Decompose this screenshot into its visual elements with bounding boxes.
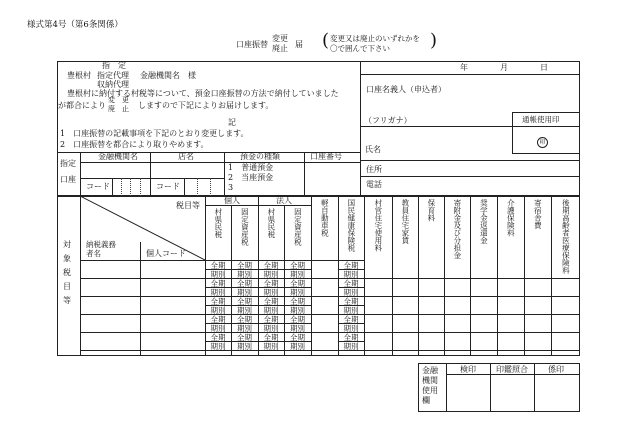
date-month: 月 bbox=[500, 63, 508, 72]
taxpayer-label: 納税義務者名 bbox=[86, 240, 116, 258]
period-line1: 全期 bbox=[343, 333, 359, 342]
bracket-note-line1: 変更又は廃止のいずれかを bbox=[330, 34, 420, 43]
period-line2: 期別 bbox=[210, 270, 226, 279]
bank-name-header: 金融機関名 bbox=[98, 152, 138, 161]
role-designated: 指 定 bbox=[102, 61, 126, 70]
tax-period-cell[interactable] bbox=[258, 315, 284, 333]
deposit-type-2[interactable]: 2 当座預金 bbox=[228, 173, 274, 182]
tax-period-cell[interactable] bbox=[231, 261, 258, 279]
branch-code-sep bbox=[184, 178, 185, 196]
period-line1: 全期 bbox=[237, 261, 252, 270]
bank-code-digit-1 bbox=[121, 178, 122, 196]
tax-row-rule bbox=[80, 278, 580, 279]
period-line2: 期別 bbox=[210, 342, 226, 351]
tax-period-cell[interactable] bbox=[284, 297, 311, 315]
period-line1: 全期 bbox=[237, 279, 252, 288]
tax-row-rule bbox=[80, 332, 580, 333]
period-line1: 全期 bbox=[210, 297, 226, 306]
bracket-right: ) bbox=[430, 30, 438, 51]
period-line1: 全期 bbox=[210, 315, 226, 324]
tax-period-cell[interactable] bbox=[284, 261, 311, 279]
tax-column-header: 教員住宅家賃 bbox=[400, 199, 410, 244]
corporate-label: 法人 bbox=[276, 196, 292, 205]
account-table-col3 bbox=[304, 152, 305, 196]
tax-period-cell[interactable] bbox=[338, 333, 364, 351]
address-top-rule bbox=[360, 160, 580, 161]
branch-code-label: コード bbox=[156, 182, 180, 191]
period-line1: 全期 bbox=[210, 261, 226, 270]
tax-period-cell[interactable] bbox=[284, 279, 311, 297]
inspection-slot[interactable] bbox=[455, 378, 480, 407]
bank-code-label: コード bbox=[86, 182, 110, 191]
addressee-village: 豊根村 bbox=[67, 71, 91, 80]
period-line1: 全期 bbox=[343, 261, 359, 270]
clerk-seal-slot[interactable] bbox=[543, 378, 571, 407]
tax-cell-mid-rule bbox=[338, 323, 364, 324]
tax-column-header: 後期高齢者医療保険料 bbox=[561, 199, 571, 274]
period-line2: 期別 bbox=[263, 288, 279, 297]
body-abolish: 廃 止 bbox=[108, 105, 129, 113]
account-table-header-rule bbox=[80, 162, 360, 163]
tax-cell-mid-rule bbox=[205, 323, 311, 324]
date-day: 日 bbox=[540, 63, 548, 72]
tax-cell-mid-rule bbox=[205, 305, 311, 306]
title-change: 変更 bbox=[272, 34, 288, 43]
deposit-type-1[interactable]: 1 普通預金 bbox=[228, 163, 274, 172]
tax-period-cell[interactable] bbox=[231, 279, 258, 297]
period-line1: 全期 bbox=[263, 261, 279, 270]
address-phone-rule bbox=[360, 176, 580, 177]
date-year: 年 bbox=[460, 63, 468, 72]
tax-period-cell[interactable] bbox=[338, 315, 364, 333]
body-line1: 豊根村に納付する村税等について、預金口座振替の方法で納付していました bbox=[67, 89, 339, 98]
bank-use-rule bbox=[446, 374, 580, 375]
period-line1: 全期 bbox=[343, 297, 359, 306]
period-line1: 全期 bbox=[290, 297, 305, 306]
bracket-left: ( bbox=[322, 30, 330, 51]
tax-cell-mid-rule bbox=[205, 269, 311, 270]
seal-check-label: 印鑑照合 bbox=[496, 365, 528, 374]
address-label: 住所 bbox=[366, 165, 382, 174]
title-abolish: 廃止 bbox=[272, 44, 288, 53]
personal-code-label: 個人コード bbox=[146, 249, 186, 258]
period-line1: 全期 bbox=[290, 279, 305, 288]
period-line2: 期別 bbox=[263, 342, 279, 351]
period-line1: 全期 bbox=[263, 297, 279, 306]
tax-period-cell[interactable] bbox=[205, 279, 231, 297]
seal-mark-icon: 印 bbox=[537, 137, 548, 148]
tax-side-label: 対象税目等 bbox=[63, 240, 71, 305]
period-line2: 期別 bbox=[237, 306, 252, 315]
tax-column-header: 介護保険料 bbox=[506, 199, 516, 237]
tax-period-cell[interactable] bbox=[231, 315, 258, 333]
tax-period-cell[interactable] bbox=[338, 261, 364, 279]
phone-label: 電話 bbox=[366, 180, 382, 189]
period-line1: 全期 bbox=[237, 297, 252, 306]
deposit-type-3[interactable]: 3 bbox=[228, 183, 234, 192]
period-line2: 期別 bbox=[237, 288, 252, 297]
clerk-seal-label: 係印 bbox=[548, 365, 564, 374]
bracket-note-line2: 〇で囲んで下さい bbox=[330, 44, 390, 53]
period-line2: 期別 bbox=[210, 306, 226, 315]
bank-use-div3 bbox=[534, 363, 535, 412]
period-line1: 全期 bbox=[290, 333, 305, 342]
account-table-col1 bbox=[150, 152, 151, 196]
account-row-label-1: 指定 bbox=[60, 159, 76, 168]
body-line1-tail: しますので下記によりお届けします。 bbox=[138, 101, 274, 110]
furigana-label: （フリガナ） bbox=[364, 116, 412, 125]
tax-item-label: 税目等 bbox=[176, 201, 200, 210]
branch-code-digit-2 bbox=[210, 178, 211, 196]
tax-period-cell[interactable] bbox=[231, 333, 258, 351]
period-line2: 期別 bbox=[343, 288, 359, 297]
bank-code-sep bbox=[112, 178, 113, 196]
period-line2: 期別 bbox=[237, 270, 252, 279]
tax-row-rule bbox=[80, 350, 580, 351]
bank-use-div1 bbox=[446, 363, 447, 412]
account-table-col0 bbox=[80, 152, 81, 196]
tax-cell-mid-rule bbox=[338, 341, 364, 342]
period-line1: 全期 bbox=[263, 333, 279, 342]
tax-column-header: 国民健康保険税 bbox=[346, 199, 356, 252]
tax-row-rule bbox=[80, 314, 580, 315]
tax-column-header: 村営住宅使用料 bbox=[373, 199, 383, 252]
tax-period-cell[interactable] bbox=[258, 333, 284, 351]
period-line1: 全期 bbox=[237, 333, 252, 342]
period-line1: 全期 bbox=[290, 261, 305, 270]
branch-header: 店名 bbox=[178, 152, 194, 161]
name-label: 氏名 bbox=[365, 145, 381, 154]
item2: 2 口座振替を都合により取りやめます。 bbox=[60, 140, 209, 149]
period-line2: 期別 bbox=[290, 306, 305, 315]
tax-cell-mid-rule bbox=[338, 287, 364, 288]
period-line2: 期別 bbox=[210, 288, 226, 297]
account-table-col2 bbox=[224, 152, 225, 196]
tax-period-cell[interactable] bbox=[284, 315, 311, 333]
tax-period-cell[interactable] bbox=[338, 279, 364, 297]
period-line1: 全期 bbox=[343, 279, 359, 288]
bank-use-div2 bbox=[490, 363, 491, 412]
tax-period-cell[interactable] bbox=[258, 279, 284, 297]
title-suffix: 届 bbox=[295, 40, 303, 49]
date-rule bbox=[360, 74, 580, 75]
period-line2: 期別 bbox=[237, 342, 252, 351]
form-number: 様式第4号（第6条関係） bbox=[27, 20, 123, 30]
tax-period-cell[interactable] bbox=[258, 261, 284, 279]
individual-label: 個人 bbox=[224, 196, 240, 205]
code-row-rule bbox=[80, 178, 224, 179]
tax-period-cell[interactable] bbox=[258, 297, 284, 315]
period-line2: 期別 bbox=[263, 324, 279, 333]
tax-period-cell[interactable] bbox=[338, 297, 364, 315]
bank-code-digit-3 bbox=[140, 178, 141, 196]
title-prefix: 口座振替 bbox=[236, 40, 268, 49]
tax-cell-mid-rule bbox=[205, 341, 311, 342]
tax-cell-mid-rule bbox=[338, 269, 364, 270]
period-line1: 全期 bbox=[263, 315, 279, 324]
tax-column-header: 軽自動車税 bbox=[320, 199, 330, 237]
inspection-label: 検印 bbox=[460, 365, 476, 374]
period-line1: 全期 bbox=[290, 315, 305, 324]
period-line2: 期別 bbox=[263, 306, 279, 315]
period-line2: 期別 bbox=[210, 324, 226, 333]
body-line1b: が都合により bbox=[58, 101, 106, 110]
period-line2: 期別 bbox=[237, 324, 252, 333]
tax-column-header: 保育料 bbox=[426, 199, 436, 222]
period-line2: 期別 bbox=[263, 270, 279, 279]
tax-period-cell[interactable] bbox=[231, 297, 258, 315]
bank-use-label: 金融機関使用欄 bbox=[422, 366, 438, 405]
tax-period-cell[interactable] bbox=[205, 333, 231, 351]
period-line1: 全期 bbox=[210, 279, 226, 288]
period-line2: 期別 bbox=[290, 270, 305, 279]
tax-row-rule bbox=[80, 296, 580, 297]
tax-period-cell[interactable] bbox=[284, 333, 311, 351]
tax-column-header: 村県民税 bbox=[213, 208, 223, 238]
role-receiving-agent: 収納代理 bbox=[97, 80, 129, 89]
seal-check-slot[interactable] bbox=[498, 378, 526, 407]
period-line1: 全期 bbox=[237, 315, 252, 324]
period-line2: 期別 bbox=[343, 306, 359, 315]
account-number-header: 口座番号 bbox=[310, 152, 342, 161]
record-heading: 記 bbox=[228, 118, 236, 127]
bank-code-digit-2 bbox=[130, 178, 131, 196]
branch-code-digit-1 bbox=[197, 178, 198, 196]
seal-box-rule bbox=[512, 126, 580, 127]
period-line2: 期別 bbox=[290, 288, 305, 297]
tax-period-cell[interactable] bbox=[205, 297, 231, 315]
period-line2: 期別 bbox=[290, 324, 305, 333]
period-line1: 全期 bbox=[210, 333, 226, 342]
period-line1: 全期 bbox=[263, 279, 279, 288]
seal-label: 通帳使用印 bbox=[522, 115, 560, 124]
tax-column-header: 奨学金返還金 bbox=[479, 199, 489, 244]
tax-column-header: 寄宿舎費 bbox=[533, 199, 543, 229]
institution-name: 金融機関名 様 bbox=[140, 71, 196, 80]
period-line2: 期別 bbox=[290, 342, 305, 351]
tax-period-cell[interactable] bbox=[205, 261, 231, 279]
deposit-type-header: 預金の種類 bbox=[240, 152, 280, 161]
role-designated-agent: 指定代理 bbox=[97, 71, 129, 80]
account-row-label-2: 口座 bbox=[60, 175, 76, 184]
period-line1: 全期 bbox=[343, 315, 359, 324]
period-line2: 期別 bbox=[343, 324, 359, 333]
item1: 1 口座振替の記載事項を下記のとおり変更します。 bbox=[60, 129, 249, 138]
tax-column-header: 寄附金及び分担金 bbox=[452, 199, 462, 259]
furigana-rule bbox=[360, 126, 512, 127]
tax-column-header: 村県民税 bbox=[266, 208, 276, 238]
tax-cell-mid-rule bbox=[205, 287, 311, 288]
account-holder-label: 口座名義人（申込者） bbox=[366, 85, 446, 94]
tax-period-cell[interactable] bbox=[205, 315, 231, 333]
tax-column-header: 固定資産税 bbox=[293, 208, 303, 246]
body-change: 変 更 bbox=[108, 96, 129, 104]
period-line2: 期別 bbox=[343, 342, 359, 351]
tax-column-header: 固定資産税 bbox=[240, 208, 250, 246]
period-line2: 期別 bbox=[343, 270, 359, 279]
tax-cell-mid-rule bbox=[338, 305, 364, 306]
